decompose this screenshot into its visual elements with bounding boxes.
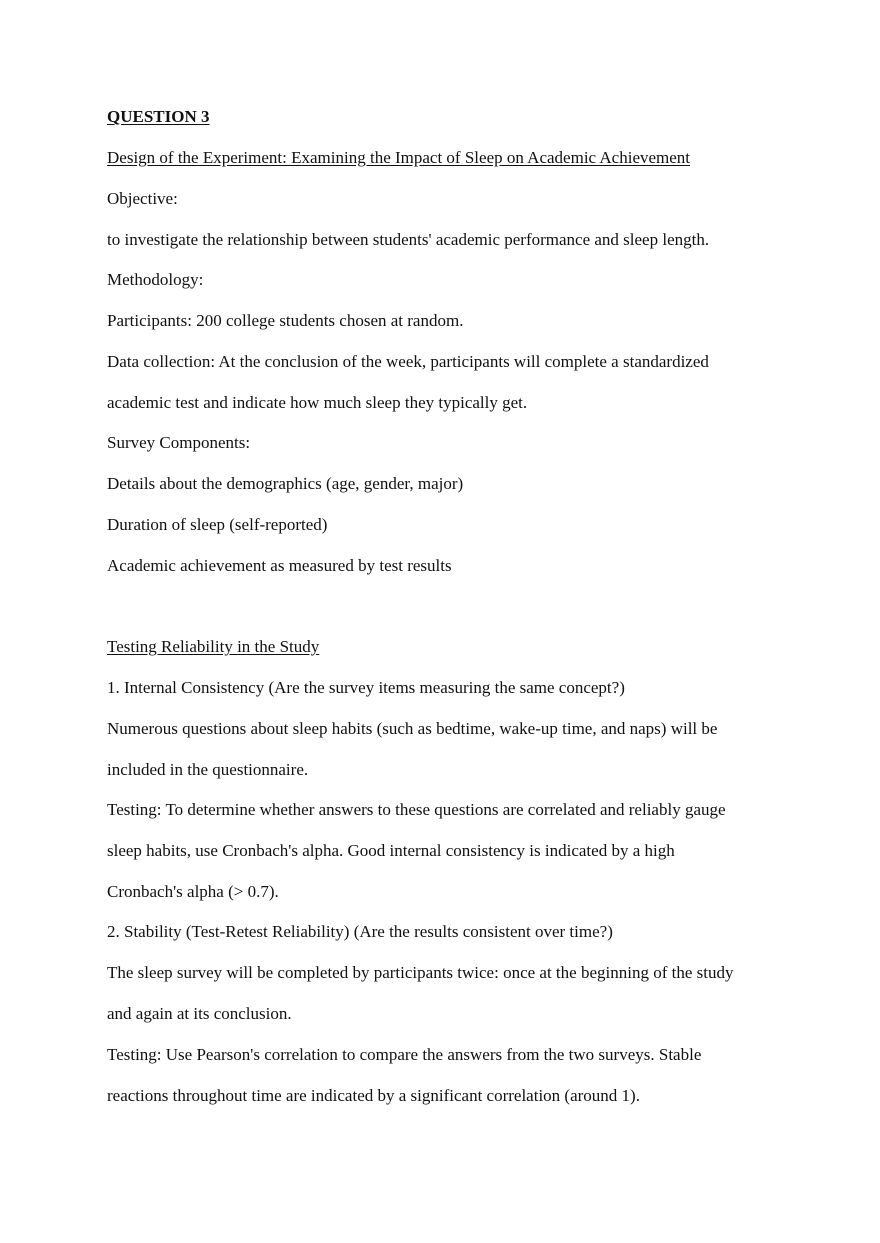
data-collection-line-2: academic test and indicate how much sleep they typically get. (107, 393, 528, 412)
stability-paragraph-1-line-2: and again at its conclusion. (107, 1004, 292, 1023)
objective-text: to investigate the relationship between students' academic performance and sleep length. (107, 230, 710, 249)
internal-paragraph-2-line-2: sleep habits, use Cronbach's alpha. Good internal consistency is indicated by a high (107, 841, 675, 860)
methodology-label: Methodology: (107, 270, 204, 289)
internal-paragraph-1-line-2: included in the questionnaire. (107, 760, 309, 779)
survey-components-label: Survey Components: (107, 433, 251, 452)
survey-component-2: Duration of sleep (self-reported) (107, 515, 328, 534)
internal-paragraph-1-line-1: Numerous questions about sleep habits (such as bedtime, wake-up time, and naps) will be (107, 719, 718, 738)
survey-component-3: Academic achievement as measured by test results (107, 556, 452, 575)
stability-paragraph-1-line-1: The sleep survey will be completed by participants twice: once at the beginning of the study (107, 963, 734, 982)
participants-text: Participants: 200 college students chosen at random. (107, 311, 464, 330)
objective-label: Objective: (107, 189, 178, 208)
data-collection-line-1: Data collection: At the conclusion of the week, participants will complete a standardized (107, 352, 709, 371)
stability-paragraph-2-line-1: Testing: Use Pearson's correlation to compare the answers from the two surveys. Stable (107, 1045, 702, 1064)
internal-paragraph-2-line-1: Testing: To determine whether answers to these questions are correlated and reliably gauge (107, 800, 726, 819)
question-heading: QUESTION 3 (107, 107, 210, 126)
stability-paragraph-2-line-2: reactions throughout time are indicated by a significant correlation (around 1). (107, 1086, 640, 1105)
reliability-title: Testing Reliability in the Study (107, 637, 320, 656)
survey-component-1: Details about the demographics (age, gender, major) (107, 474, 464, 493)
design-title: Design of the Experiment: Examining the Impact of Sleep on Academic Achievement (107, 148, 691, 167)
internal-consistency-heading: 1. Internal Consistency (Are the survey items measuring the same concept?) (107, 678, 625, 697)
internal-paragraph-2-line-3: Cronbach's alpha (> 0.7). (107, 882, 279, 901)
stability-heading: 2. Stability (Test-Retest Reliability) (Are the results consistent over time?) (107, 922, 613, 941)
